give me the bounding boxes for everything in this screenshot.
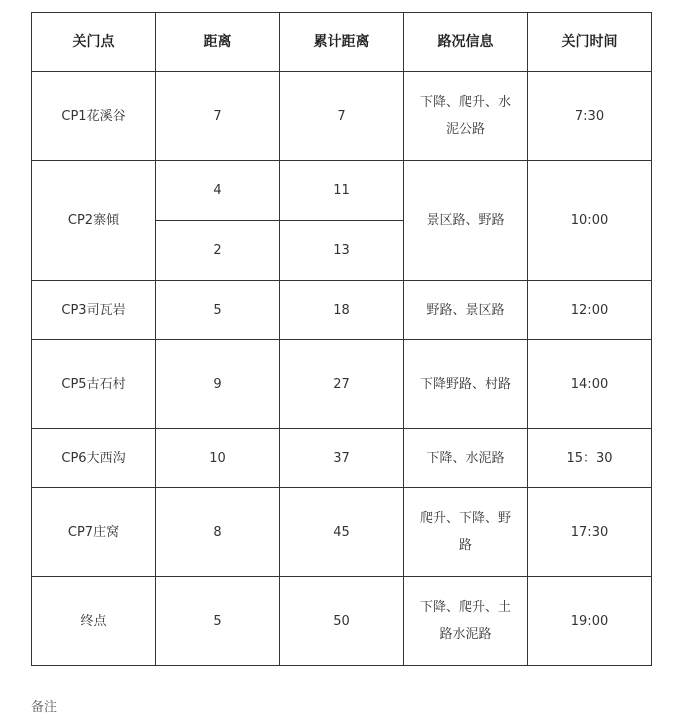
close-time-cell: 10:00 xyxy=(528,161,652,281)
checkpoint-name: CP3司瓦岩 xyxy=(32,281,156,340)
table-row xyxy=(32,488,652,577)
close-time-cell: 17:30 xyxy=(528,488,652,577)
table-row xyxy=(32,161,652,221)
table-header-row xyxy=(32,13,652,72)
checkpoint-name: CP2寨傾 xyxy=(32,161,156,281)
cumulative-cell: 11 xyxy=(280,161,404,221)
checkpoint-name: CP6大西沟 xyxy=(32,429,156,488)
road-info-cell xyxy=(404,72,528,161)
checkpoint-name: CP1花溪谷 xyxy=(32,72,156,161)
road-info-text: 爬升、下降、野路 xyxy=(419,511,511,553)
close-time-cell: 19:00 xyxy=(528,577,652,666)
header-road-info: 路况信息 xyxy=(404,13,528,72)
distance-cell: 10 xyxy=(156,429,280,488)
road-info-text: 下降、爬升、土路水泥路 xyxy=(419,600,511,642)
road-info-cell xyxy=(404,577,528,666)
distance-cell: 5 xyxy=(156,577,280,666)
cumulative-cell: 50 xyxy=(280,577,404,666)
road-info-text: 野路、景区路 xyxy=(426,302,505,318)
table-row xyxy=(32,281,652,340)
header-distance: 距离 xyxy=(156,13,280,72)
road-info-cell xyxy=(404,161,528,281)
table-row xyxy=(32,429,652,488)
distance-cell: 8 xyxy=(156,488,280,577)
header-cumulative-distance: 累计距离 xyxy=(280,13,404,72)
table-row xyxy=(32,577,652,666)
road-info-cell xyxy=(404,429,528,488)
road-info-text: 景区路、野路 xyxy=(426,213,505,228)
distance-cell: 9 xyxy=(156,340,280,429)
close-time-cell: 15：30 xyxy=(528,429,652,488)
checkpoint-name: 终点 xyxy=(32,577,156,666)
distance-cell: 2 xyxy=(156,221,280,281)
distance-cell: 4 xyxy=(156,161,280,221)
checkpoint-name: CP7庄窝 xyxy=(32,488,156,577)
road-info-text: 下降、爬升、水泥公路 xyxy=(419,95,511,137)
table-row xyxy=(32,340,652,429)
cumulative-cell: 13 xyxy=(280,221,404,281)
road-info-cell xyxy=(404,488,528,577)
close-time-cell: 7:30 xyxy=(528,72,652,161)
trailing-note: 备注 xyxy=(31,700,58,715)
header-close-time: 关门时间 xyxy=(528,13,652,72)
road-info-cell xyxy=(404,281,528,340)
road-info-text: 下降、水泥路 xyxy=(426,450,505,466)
cumulative-cell: 7 xyxy=(280,72,404,161)
close-time-cell: 12:00 xyxy=(528,281,652,340)
cumulative-cell: 18 xyxy=(280,281,404,340)
cumulative-cell: 45 xyxy=(280,488,404,577)
distance-cell: 5 xyxy=(156,281,280,340)
road-info-cell xyxy=(404,340,528,429)
header-checkpoint: 关门点 xyxy=(32,13,156,72)
table-row xyxy=(32,72,652,161)
checkpoint-table xyxy=(31,12,652,666)
cumulative-cell: 27 xyxy=(280,340,404,429)
cumulative-cell: 37 xyxy=(280,429,404,488)
close-time-cell: 14:00 xyxy=(528,340,652,429)
checkpoint-name: CP5古石村 xyxy=(32,340,156,429)
distance-cell: 7 xyxy=(156,72,280,161)
road-info-text: 下降野路、村路 xyxy=(419,376,511,392)
